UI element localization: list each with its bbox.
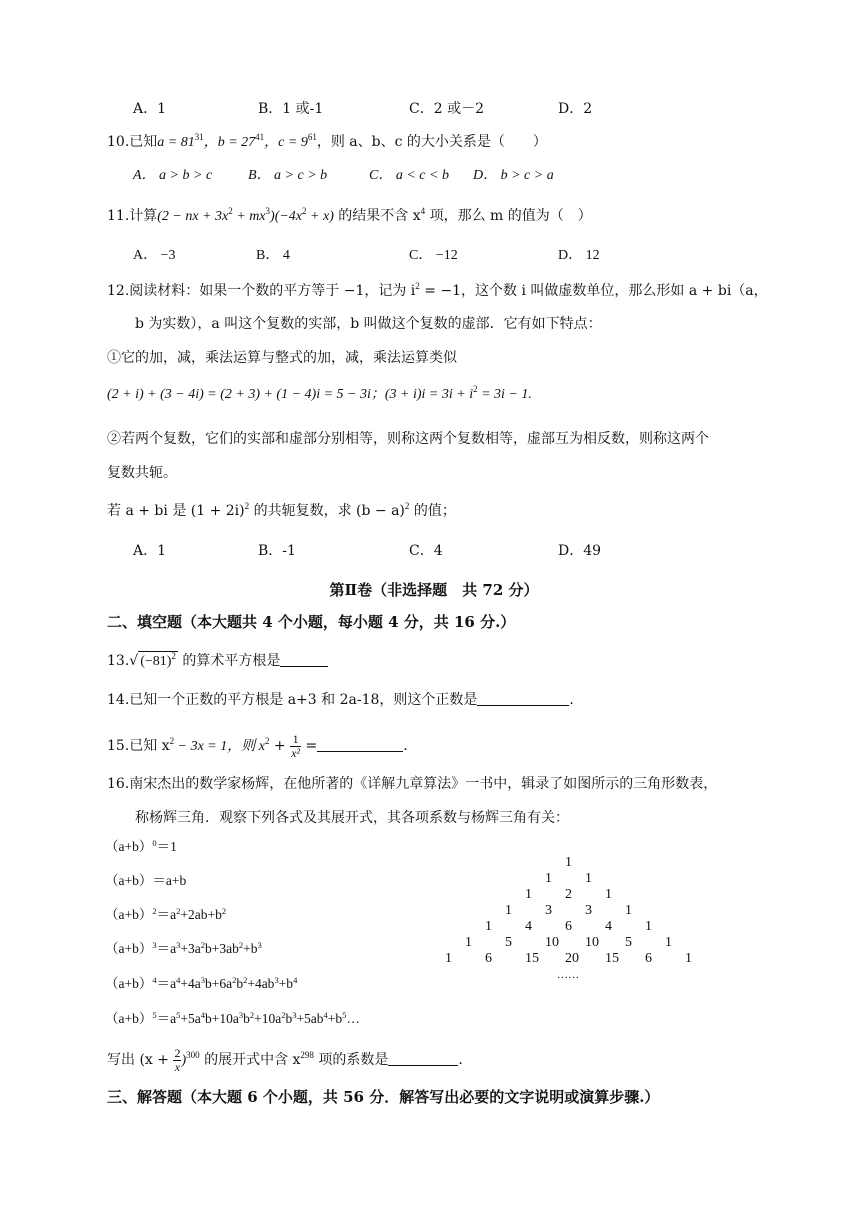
binomial-row-0: $(a+b)^0=1$ (105, 838, 177, 854)
part-2-title: 第Ⅱ卷（非选择题 共 72 分） (329, 581, 539, 599)
triangle-number: 3 (545, 903, 552, 918)
binomial-row-1: （a+b）＝a+b (105, 873, 187, 888)
question-16-ask: 写出 (x + $\frac{2}{x}$ )$^{300}$ 的展开式中含 $x^{298}$ 项的系数是 . (107, 1045, 463, 1074)
answer-blank-16[interactable] (388, 1051, 458, 1066)
binomial-row-4: $(a+b)^4=a^4+4a^3b+6a^2b^2+4ab^3+b^4$ (105, 975, 298, 991)
triangle-number: 1 (485, 919, 492, 934)
triangle-number: 5 (505, 935, 512, 950)
answer-blank-14[interactable] (477, 691, 569, 706)
triangle-number: 1 (685, 951, 692, 966)
triangle-number: 1 (465, 935, 472, 950)
sqrt-sign-icon: √ (129, 653, 139, 669)
binomial-row-3: $(a+b)^3=a^3+3a^2b+3ab^2+b^3$ (105, 940, 262, 956)
question-12-line-6: 复数共轭。 (107, 465, 177, 481)
q12-option-a: A．1 (133, 543, 167, 559)
triangle-number: 1 (625, 903, 632, 918)
triangle-number: 15 (525, 951, 539, 966)
triangle-number: 2 (565, 887, 572, 902)
q11-options (133, 246, 733, 266)
answer-blank-15[interactable] (317, 737, 403, 752)
triangle-number: 5 (625, 935, 632, 950)
triangle-number: 6 (565, 919, 572, 934)
q9-option-c: C．2 或－2 (409, 101, 484, 117)
triangle-number: 10 (545, 935, 559, 950)
q12-option-d: D．49 (558, 543, 602, 559)
question-16-line-1: 16.南宋杰出的数学家杨辉，在他所著的《详解九章算法》一书中，辑录了如图所示的三角形数表， (107, 776, 718, 792)
triangle-number: 1 (525, 887, 532, 902)
question-12-line-2: b 为实数），a 叫这个复数的实部，b 叫做这个复数的虚部．它有如下特点： (135, 316, 602, 332)
question-13: 13.√ $(-81)^2$ 的算术平方根是 (107, 651, 328, 672)
q9-option-d: D．2 (558, 101, 593, 117)
question-12-line-1: 12.阅读材料：如果一个数的平方等于 −1，记为 $i^2 = -1$，这个数 i 叫做虚数单位，那么形如 a + bi（a， (107, 281, 768, 299)
fraction: $\frac{1}{\text{x²}}$ (291, 731, 301, 760)
yang-hui-triangle (440, 855, 730, 985)
q11-option-d: D． 12 (558, 248, 600, 263)
triangle-number: 1 (565, 855, 572, 870)
q9-options (133, 99, 733, 119)
radicand: $(-81)^2$ (138, 651, 178, 672)
triangle-number: 6 (485, 951, 492, 966)
q11-option-c: C． −12 (409, 248, 458, 263)
binomial-row-2: $(a+b)^2=a^2+2ab+b^2$ (105, 906, 227, 922)
question-16-line-2: 称杨辉三角．观察下列各式及其展开式，其各项系数与杨辉三角有关： (135, 810, 569, 826)
q9-option-a: A．1 (133, 101, 167, 117)
triangle-number: 1 (445, 951, 452, 966)
triangle-number: 10 (585, 935, 599, 950)
q10-option-a: A． a > b > c (133, 168, 213, 183)
triangle-number: 1 (505, 903, 512, 918)
triangle-number: 4 (525, 919, 532, 934)
q10-option-b: B． a > c > b (248, 168, 328, 183)
q10-option-d: D． b > c > a (473, 168, 554, 183)
q11-option-a: A． −3 (133, 248, 176, 263)
q12-option-b: B．-1 (258, 543, 296, 559)
question-12-line-3: ①它的加，减，乘法运算与整式的加，减，乘法运算类似 (107, 350, 457, 366)
q11-option-b: B． 4 (256, 248, 290, 263)
triangle-number: 20 (565, 951, 579, 966)
question-14: 14.已知一个正数的平方根是 a+3 和 2a-18，则这个正数是 . (107, 692, 574, 708)
binomial-row-5: $(a+b)^5=a^5+5a^4b+10a^3b^2+10a^2b^3+5ab^4+b^5\dots$ (105, 1010, 360, 1026)
triangle-ellipsis: …… (557, 969, 579, 981)
q12-option-c: C．4 (409, 543, 443, 559)
q9-option-b: B．1 或-1 (258, 101, 324, 117)
triangle-number: 1 (665, 935, 672, 950)
fraction: $\frac{2}{x}$ (174, 1045, 181, 1074)
triangle-number: 1 (645, 919, 652, 934)
q10-options (133, 166, 733, 186)
triangle-number: 1 (545, 871, 552, 886)
triangle-number: 6 (645, 951, 652, 966)
triangle-number: 3 (585, 903, 592, 918)
question-15: 15.已知 $x^2 - 3x = 1$，则 $x^2$ + $\frac{1}{\text{x²}}$ = . (107, 731, 408, 760)
triangle-number: 1 (605, 887, 612, 902)
question-11: 11.计算(2 − nx + $3x^2 + mx^3)(-4x^2 + x)$ 的结果不含 $x^4$ 项，那么 m 的值为（ ） (107, 206, 592, 224)
question-10: 10.已知$a = 81^{31}$，$b = 27^{41}$，$c = 9^{61}$，则 a、b、c 的大小关系是（ ） (107, 132, 547, 150)
triangle-number: 1 (585, 871, 592, 886)
question-12-line-7: 若 a + bi 是 $(1 + 2i)^2$ 的共轭复数，求 $(b - a)^2$ 的值； (107, 501, 456, 519)
answer-blank-13[interactable] (280, 652, 328, 667)
question-12-line-5: ②若两个复数，它们的实部和虚部分别相等，则称这两个复数相等，虚部互为相反数，则称这两个 (107, 431, 709, 447)
section-2-heading: 二、填空题（本大题共 4 个小题，每小题 4 分，共 16 分.） (107, 613, 516, 631)
section-3-heading: 三、解答题（本大题 6 个小题，共 56 分．解答写出必要的文字说明或演算步骤.） (107, 1088, 660, 1106)
q10-option-c: C． a < c < b (369, 168, 449, 183)
triangle-number: 4 (605, 919, 612, 934)
question-12-line-4: (2 + i) + (3 − 4i) = (2 + 3) + (1 − 4)i = 5 − 3i；$(3 + i)i = 3i + i^2 = 3i - 1$. (107, 384, 532, 402)
q12-options (133, 541, 733, 561)
triangle-number: 15 (605, 951, 619, 966)
